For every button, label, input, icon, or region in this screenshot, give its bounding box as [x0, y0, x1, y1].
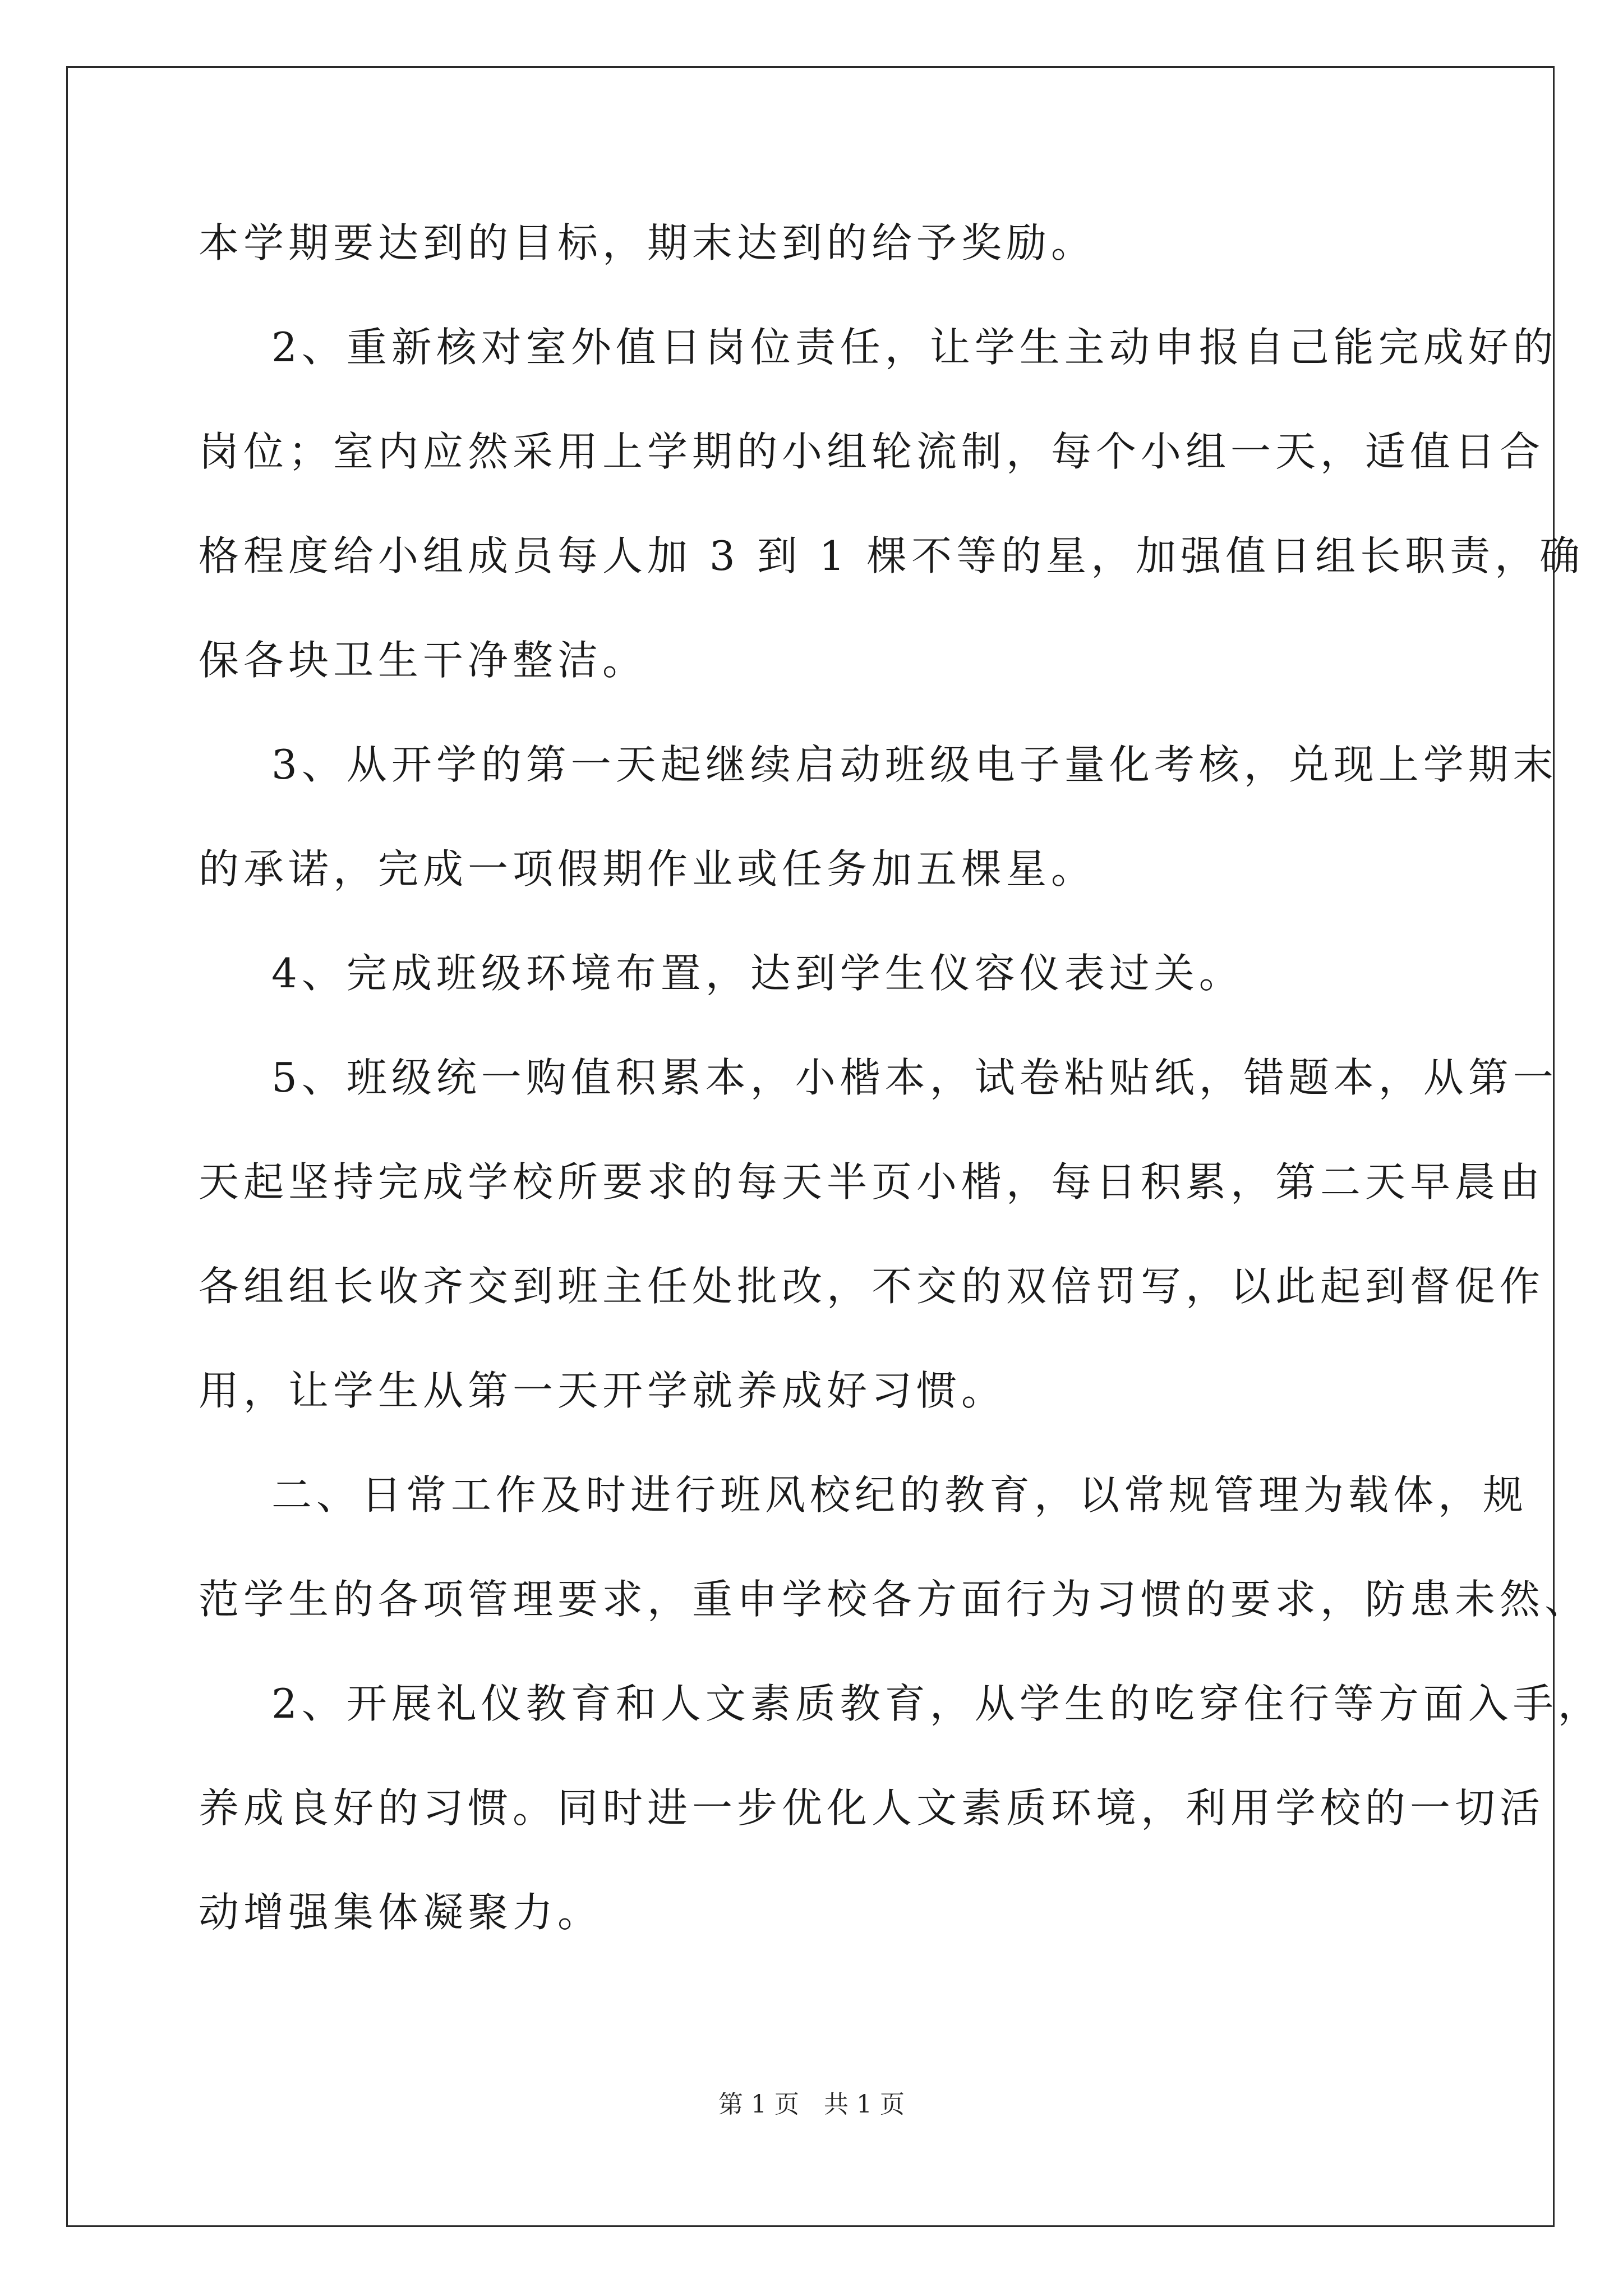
- text-line: 用，让学生从第一天开学就养成好习惯。: [199, 1367, 1007, 1414]
- text-line: 5、班级统一购值积累本，小楷本，试卷粘贴纸，错题本，从第一: [271, 1054, 1558, 1101]
- text-line: 2、开展礼仪教育和人文素质教育，从学生的吃穿住行等方面入手，: [271, 1680, 1603, 1727]
- text-line: 天起坚持完成学校所要求的每天半页小楷，每日积累，第二天早晨由: [199, 1158, 1545, 1205]
- text-line: 动增强集体凝聚力。: [199, 1889, 603, 1936]
- text-line: 格程度给小组成员每人加 3 到 1 棵不等的星，加强值日组长职责，确: [199, 532, 1585, 579]
- text-line: 本学期要达到的目标，期末达到的给予奖励。: [199, 219, 1096, 266]
- text-line: 各组组长收齐交到班主任处批改，不交的双倍罚写，以此起到督促作: [199, 1263, 1545, 1310]
- text-line: 岗位；室内应然采用上学期的小组轮流制，每个小组一天，适值日合: [199, 428, 1545, 475]
- text-line: 的承诺，完成一项假期作业或任务加五棵星。: [199, 845, 1096, 892]
- text-line: 二、日常工作及时进行班风校纪的教育，以常规管理为载体，规: [271, 1471, 1528, 1519]
- page-footer: 第 1 页 共 1 页: [718, 2090, 905, 2119]
- text-line: 养成良好的习惯。同时进一步优化人文素质环境，利用学校的一切活: [199, 1784, 1545, 1832]
- text-line: 3、从开学的第一天起继续启动班级电子量化考核，兑现上学期末: [271, 741, 1558, 788]
- text-line: 2、重新核对室外值日岗位责任，让学生主动申报自己能完成好的: [271, 324, 1558, 371]
- text-line: 范学生的各项管理要求，重申学校各方面行为习惯的要求，防患未然、: [199, 1576, 1590, 1623]
- document-body: [199, 191, 1603, 1964]
- text-line: 保各块卫生干净整洁。: [199, 637, 648, 684]
- text-line: 4、完成班级环境布置，达到学生仪容仪表过关。: [271, 950, 1244, 997]
